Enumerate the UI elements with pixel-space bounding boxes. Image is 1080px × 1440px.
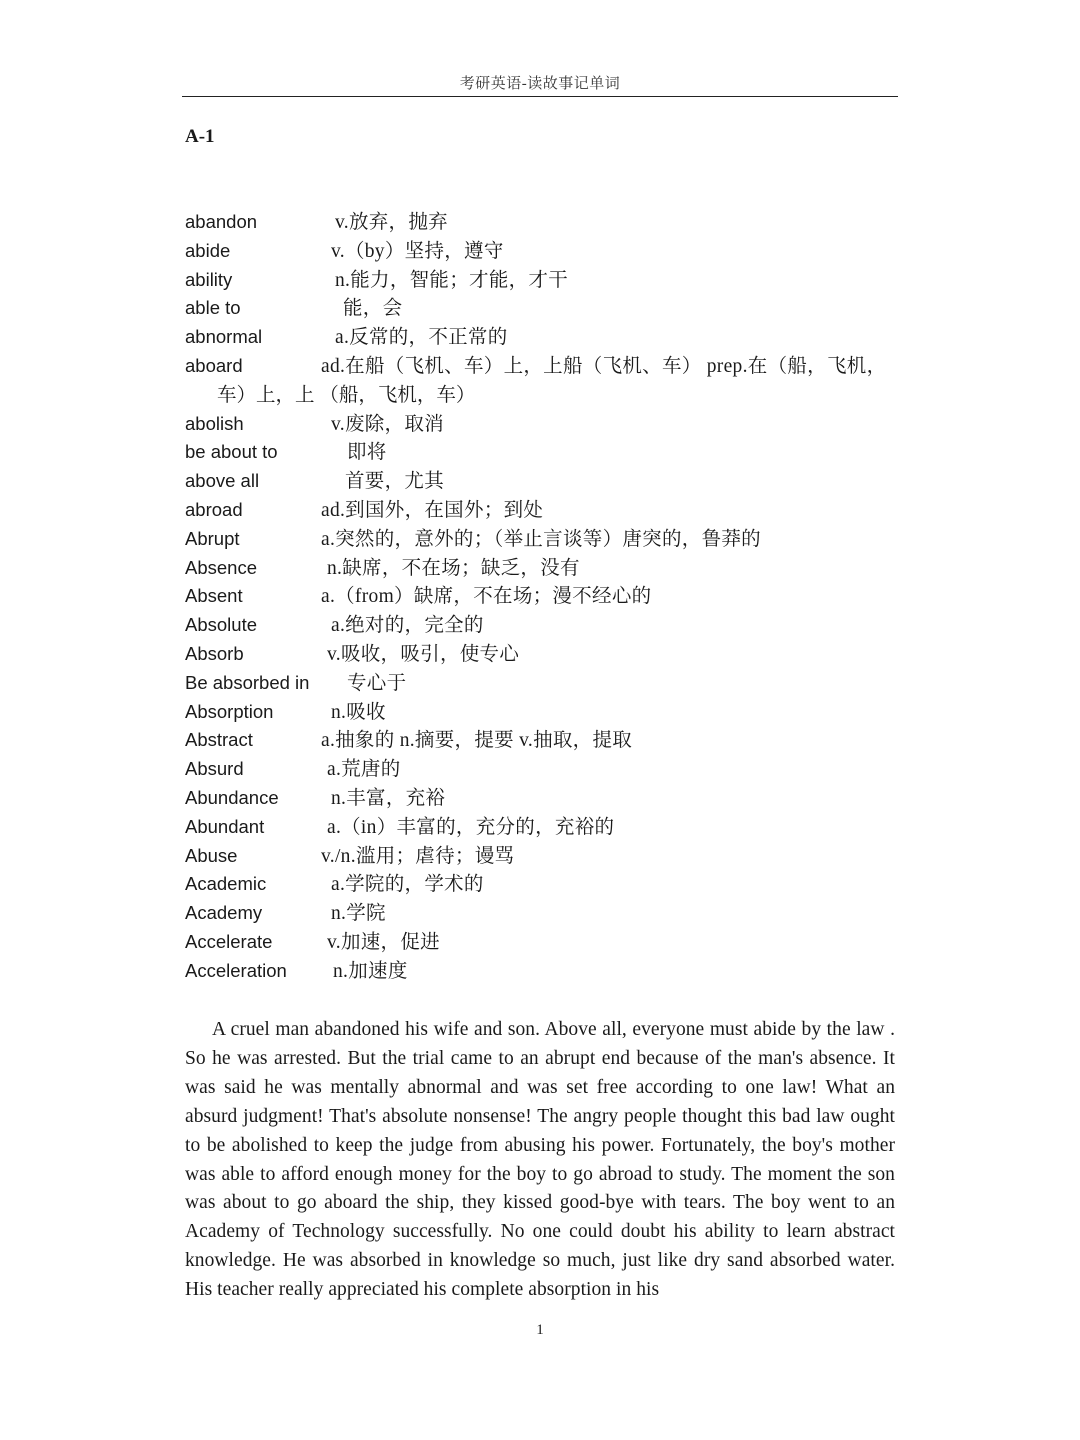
vocab-definition: 首要，尤其	[345, 471, 445, 493]
vocab-definition: n.丰富，充裕	[331, 787, 446, 809]
vocab-entry	[185, 899, 905, 928]
vocab-definition: a.（from）缺席，不在场；漫不经心的	[321, 586, 652, 608]
vocab-term: aboard	[185, 354, 243, 376]
vocab-definition: a.（in）丰富的，充分的，充裕的	[327, 816, 615, 838]
vocab-definition: ad.到国外，在国外；到处	[321, 499, 544, 521]
vocab-term: Absence	[185, 556, 257, 578]
vocab-definition: 专心于	[347, 672, 407, 694]
vocab-definition: v.（by）坚持，遵守	[331, 240, 504, 262]
vocab-term: Abstract	[185, 729, 253, 751]
story-paragraph: A cruel man abandoned his wife and son. Above all, everyone must abide by the law . So he was arrested. But the trial came to an abrupt end because of the man's absence. It was said he was mentally abnormal and was set free according to one law! What an absurd judgment! That's absolute nonsense! The angry people thought this bad law ought to be abolished to keep the judge from abusing his power. Fortunately, the boy's mother was able to afford enough money for the boy to go abroad to study. The moment the son was about to go aboard the ship, they kissed good-bye with tears. The boy went to an Academy of Technology successfully. No one could doubt his ability to learn abstract knowledge. He was absorbed in knowledge so much, just like dry sand absorbed water. His teacher really appreciated his complete absorption in his	[185, 1019, 895, 1301]
vocab-term: Abundant	[185, 815, 265, 837]
vocab-term: able to	[185, 297, 241, 319]
vocab-definition: v./n.滥用；虐待；谩骂	[321, 845, 515, 867]
vocab-definition: n.吸收	[331, 701, 386, 723]
page-number: 1	[536, 1322, 544, 1338]
vocab-entry	[185, 669, 905, 698]
vocab-definition: a.抽象的 n.摘要，提要 v.抽取，提取	[321, 730, 633, 752]
vocab-definition: 能，会	[343, 298, 403, 320]
vocab-term: abroad	[185, 498, 243, 520]
vocab-term: Abuse	[185, 844, 238, 866]
vocab-term: Abrupt	[185, 527, 240, 549]
vocab-entry	[185, 726, 905, 755]
vocab-term: abandon	[185, 211, 258, 232]
vocab-entry	[185, 525, 905, 554]
vocab-definition: ad.在船（飞机、车）上，上船（飞机、车） prep.在（船，飞机，	[321, 355, 887, 377]
vocab-term: Be absorbed in	[185, 671, 310, 693]
vocab-entry	[185, 323, 905, 352]
vocab-definition: v.吸收，吸引，使专心	[327, 643, 520, 665]
vocab-entry	[185, 294, 905, 323]
vocab-term: abide	[185, 239, 231, 261]
vocab-definition: n.缺席，不在场；缺乏，没有	[327, 557, 580, 579]
vocab-term: Absorption	[185, 700, 274, 722]
vocab-entry	[185, 554, 905, 583]
vocab-entry	[185, 410, 905, 439]
vocab-definition: n.加速度	[333, 960, 408, 982]
section-heading: A-1	[185, 126, 215, 147]
vocab-definition: a.学院的，学术的	[331, 874, 484, 896]
vocab-definition: a.反常的，不正常的	[335, 327, 508, 349]
vocab-term: Accelerate	[185, 930, 273, 952]
vocab-definition: a.绝对的，完全的	[331, 615, 484, 637]
vocab-entry	[185, 266, 905, 295]
vocab-term: be about to	[185, 441, 278, 463]
vocab-term: Academy	[185, 902, 263, 924]
vocab-entry	[185, 208, 905, 237]
vocab-entry	[185, 352, 905, 410]
vocab-term: Acceleration	[185, 959, 287, 981]
vocab-entry	[185, 957, 905, 986]
vocab-definition: v.废除，取消	[331, 413, 444, 435]
vocab-entry	[185, 842, 905, 871]
vocab-entry	[185, 698, 905, 727]
vocab-term: Abundance	[185, 786, 279, 808]
vocab-entry	[185, 928, 905, 957]
vocab-definition-continued: 车）上，上 （船，飞机，车）	[217, 384, 476, 406]
vocab-definition: n.能力，智能；才能，才干	[335, 269, 569, 291]
vocab-entry	[185, 611, 905, 640]
vocab-term: abnormal	[185, 326, 263, 348]
vocab-term: Absolute	[185, 614, 257, 636]
header-rule	[182, 96, 898, 97]
vocab-term: Absent	[185, 585, 243, 607]
vocab-entry	[185, 467, 905, 496]
vocab-entry	[185, 496, 905, 525]
vocab-entry	[185, 784, 905, 813]
vocab-entry	[185, 640, 905, 669]
vocab-term: Absurd	[185, 758, 244, 780]
vocab-definition: v.加速，促进	[327, 931, 440, 953]
vocab-term: Academic	[185, 873, 267, 895]
vocab-entry	[185, 237, 905, 266]
vocab-term: ability	[185, 268, 233, 290]
vocab-entry	[185, 870, 905, 899]
vocab-definition: v.放弃，抛弃	[335, 212, 448, 233]
vocab-definition: a.突然的，意外的；（举止言谈等）唐突的，鲁莽的	[321, 528, 761, 550]
vocab-entry	[185, 582, 905, 611]
vocab-entry	[185, 755, 905, 784]
vocab-entry	[185, 813, 905, 842]
running-header: 考研英语-读故事记单词	[459, 76, 621, 92]
vocab-term: Absorb	[185, 642, 244, 664]
vocab-term: above all	[185, 470, 260, 492]
vocab-definition: n.学院	[331, 903, 386, 925]
vocab-term: abolish	[185, 412, 244, 434]
vocab-entry	[185, 438, 905, 467]
vocab-definition: a.荒唐的	[327, 759, 401, 781]
vocab-list	[185, 208, 905, 986]
vocab-definition: 即将	[347, 442, 387, 464]
